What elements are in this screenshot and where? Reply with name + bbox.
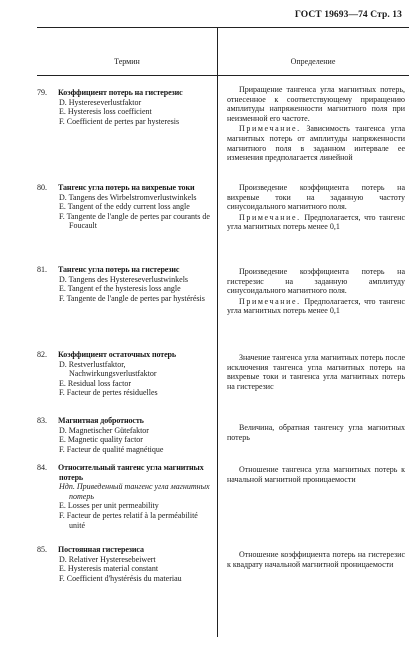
term-russian: Тангенс угла потерь на гистерезис [58,265,180,274]
term-french: F. Coefficient de pertes par hysteresis [59,116,180,126]
term-number: 82. [37,350,47,359]
column-header-term: Термин [114,57,140,66]
definition-text: Значение тангенса угла магнитных потерь после исключения тангенса угла магнитных потерь на вихревые токи и тангенса угла магнитных потерь на гистерезис [227,353,405,391]
term-deprecated: Ндп. Приведенный тангенс угла магнитных потерь [59,482,210,501]
term-english: E. Magnetic quality factor [59,435,143,445]
note-label: Примечание. [239,212,301,222]
term-number: 81. [37,265,47,274]
term-number: 79. [37,88,47,97]
term-german: D. Tangens des Wirbelstromverlustwinkels [59,192,197,202]
term-number: 85. [37,545,47,554]
term-french: F. Facteur de qualité magnétique [59,444,164,454]
term-french: F. Tangente de l'angle de pertes par hystérésis [59,293,205,303]
column-divider [217,27,218,637]
term-german: D. Magnetischer Gütefaktor [59,425,149,435]
term-82 [37,350,215,398]
definition-text: Отношение тангенса угла магнитных потерь к начальной магнитной проницаемости [227,465,405,484]
term-english: E. Residual loss factor [59,378,131,388]
term-french: F. Tangente de l'angle de pertes par courants de Foucault [59,211,210,231]
term-russian: Коэффициент потерь на гистерезис [58,88,183,97]
term-russian: Коэффициент остаточных потерь [58,350,177,359]
term-english: E. Tangent ef the hysteresis loss angle [59,284,181,294]
definition-text: Произведение коэффициента потерь на вихревые токи на заданную частоту синусоидального магнитного поля. [227,183,405,212]
definition-80 [227,183,405,232]
term-85 [37,545,215,583]
note-label: Примечание. [239,296,301,306]
definition-84 [227,465,405,484]
term-84 [37,463,215,530]
term-81 [37,265,215,303]
term-russian: Относительный тангенс угла магнитных потерь [58,463,204,482]
term-number: 83. [37,416,47,425]
term-english: E. Tangent of the eddy current loss angle [59,202,190,212]
definition-81 [227,267,405,316]
term-french: F. Facteur de pertes résiduelles [59,388,158,398]
table-header-rule [37,75,409,76]
term-number: 80. [37,183,47,192]
term-english: E. Hysteresis material constant [59,564,159,574]
column-header-definition: Определение [290,57,336,66]
note-text: Предполагается, что тангенс угла магнитных потерь менее 0,1 [227,212,406,232]
term-french: F. Coefficient d'hystérésis du materiau [59,573,182,583]
definition-text: Произведение коэффициента потерь на гистерезис на заданную амплитуду синусоидального магнитного поля. [227,267,405,296]
term-russian: Тангенс угла потерь на вихревые токи [58,183,195,192]
term-french: F. Facteur de pertes relatif à la perméabilité unité [59,510,198,530]
term-russian: Постоянная гистерезиса [58,545,144,554]
term-english: E. Losses per unit permeability [59,501,159,511]
term-80 [37,183,215,231]
definition-text: Приращение тангенса угла магнитных потерь, отнесенное к соответствующему приращению амплитуды напряженности магнитного поля при неизменной его частоте. [227,85,405,123]
term-russian: Магнитная добротность [58,416,144,425]
page-header: ГОСТ 19693—74 Стр. 13 [294,10,402,20]
note-label: Примечание. [239,124,301,134]
term-79 [37,88,215,126]
definition-79 [227,85,405,163]
term-english: E. Hysteresis loss coefficient [59,107,152,117]
term-german: D. Tangens des Hystereseverlustwinkels [59,274,189,284]
table-top-rule [37,27,409,28]
definition-82 [227,353,405,391]
term-german: D. Relativer Hysteresebeiwert [59,554,156,564]
term-83 [37,416,215,454]
definition-text: Отношение коэффициента потерь на гистерезис к квадрату начальной магнитной проницаемости [227,550,405,569]
note-text: Предполагается, что тангенс угла магнитных потерь менее 0,1 [227,296,406,316]
term-number: 84. [37,463,47,472]
definition-text: Величина, обратная тангенсу угла магнитных потерь [227,423,405,442]
definition-83 [227,423,405,442]
note-text: Зависимость тангенса угла магнитных потерь от амплитуды напряженности магнитного поля в заданном интервале ее изменения предполагается линейной [227,124,405,163]
term-german: D. Restverlustfaktor, Nachwirkungsverlustfaktor [59,359,157,379]
terms-table [37,27,409,637]
definition-85 [227,550,405,569]
term-german: D. Hystereseverlustfaktor [59,97,142,107]
